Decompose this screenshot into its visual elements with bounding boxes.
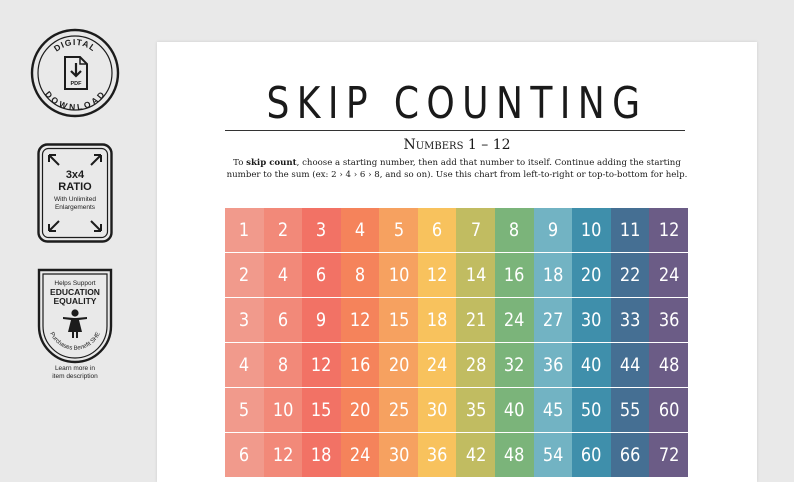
- cell-value: 35: [465, 399, 487, 421]
- cell-value: 48: [658, 354, 679, 376]
- cell-value: 36: [658, 309, 679, 331]
- cell-value: 32: [504, 354, 525, 376]
- cell-value: 4: [277, 264, 288, 286]
- instructions-post: , choose a starting number, then add that number to itself. Continue adding the starting number to the sum (ex: 2 › 4 › 6 › 8, and so on). Use this chart from left-to-right or top-to-bottom for help.: [226, 158, 688, 180]
- grid-row: [225, 343, 688, 387]
- subtitle: Numbers 1 – 12: [403, 137, 511, 153]
- cell-value: 18: [426, 309, 448, 331]
- cell-value: 5: [393, 219, 404, 241]
- grid-row: [225, 298, 688, 342]
- grid-cell: [341, 388, 380, 432]
- grid-cell: [379, 343, 418, 387]
- grid-cell: [225, 298, 264, 342]
- grid-cell: [649, 208, 688, 252]
- grid-row: [225, 253, 688, 297]
- cell-value: 18: [542, 264, 564, 286]
- grid-row: [225, 388, 688, 432]
- grid-cell: [302, 208, 341, 252]
- grid-cell: [495, 343, 534, 387]
- instructions: [217, 157, 697, 181]
- cell-value: 36: [426, 444, 448, 466]
- grid-cell: [572, 298, 611, 342]
- cell-value: 27: [542, 309, 564, 331]
- grid-cell: [456, 208, 495, 252]
- poster: [157, 42, 757, 482]
- grid-cell: [379, 208, 418, 252]
- grid-cell: [649, 433, 688, 477]
- cell-value: 40: [504, 399, 525, 421]
- grid-cell: [534, 208, 573, 252]
- cell-value: 24: [426, 354, 448, 376]
- grid-cell: [341, 298, 380, 342]
- cell-value: 1: [239, 219, 250, 241]
- cell-value: 40: [581, 354, 602, 376]
- digital-label: DIGITAL: [51, 36, 99, 54]
- cell-value: 72: [658, 444, 679, 466]
- grid-cell: [456, 388, 495, 432]
- cell-value: 3: [239, 309, 250, 331]
- cell-value: 8: [354, 264, 366, 286]
- grid-cell: [225, 253, 264, 297]
- cell-value: 12: [272, 444, 294, 466]
- grid-cell: [611, 208, 650, 252]
- education-title-1: EDUCATION: [50, 287, 100, 297]
- helps-support-label: Helps Support: [54, 280, 96, 287]
- cell-value: 7: [470, 219, 481, 241]
- cell-value: 11: [619, 219, 641, 241]
- title-divider: [225, 130, 685, 131]
- cell-value: 24: [349, 444, 371, 466]
- cell-value: 6: [316, 264, 327, 286]
- learn-more-note: Learn more in item description: [52, 365, 98, 380]
- grid-cell: [611, 388, 650, 432]
- grid-cell: [341, 433, 380, 477]
- grid-cell: [456, 343, 495, 387]
- cell-value: 33: [619, 309, 641, 331]
- cell-value: 4: [354, 219, 366, 241]
- education-title-2: EQUALITY: [53, 296, 97, 306]
- cell-value: 66: [619, 444, 641, 466]
- cell-value: 55: [619, 399, 641, 421]
- cell-value: 10: [581, 219, 602, 241]
- grid-cell: [302, 253, 341, 297]
- cell-value: 3: [316, 219, 327, 241]
- grid-cell: [495, 298, 534, 342]
- grid-cell: [379, 253, 418, 297]
- svg-text:Purchases Benefit SHE: [48, 331, 101, 351]
- grid-cell: [495, 208, 534, 252]
- grid-cell: [264, 433, 303, 477]
- grid-cell: [534, 343, 573, 387]
- cell-value: 20: [349, 399, 371, 421]
- grid-cell: [418, 433, 457, 477]
- cell-value: 28: [465, 354, 487, 376]
- shield-icon: [37, 268, 113, 364]
- grid-cell: [534, 433, 573, 477]
- education-badge: [37, 268, 113, 364]
- cell-value: 24: [658, 264, 679, 286]
- grid-cell: [572, 208, 611, 252]
- grid-cell: [611, 343, 650, 387]
- grid-cell: [611, 253, 650, 297]
- cell-value: 60: [581, 444, 602, 466]
- grid-cell: [264, 208, 303, 252]
- cell-value: 12: [426, 264, 448, 286]
- cell-value: 9: [316, 309, 327, 331]
- grid-cell: [302, 388, 341, 432]
- grid-cell: [302, 433, 341, 477]
- cell-value: 15: [388, 309, 409, 331]
- grid-cell: [456, 253, 495, 297]
- cell-value: 2: [239, 264, 250, 286]
- cell-value: 36: [542, 354, 564, 376]
- cell-value: 20: [388, 354, 409, 376]
- benefit-label: Purchases Benefit SHE: [48, 331, 102, 352]
- cell-value: 14: [465, 264, 487, 286]
- grid-cell: [572, 433, 611, 477]
- cell-value: 8: [509, 219, 520, 241]
- girl-figure-icon: [63, 309, 87, 338]
- cell-value: 2: [277, 219, 288, 241]
- cell-value: 22: [619, 264, 641, 286]
- pdf-label: PDF: [70, 81, 82, 87]
- expand-frame-icon: [37, 143, 113, 243]
- cell-value: 15: [311, 399, 332, 421]
- cell-value: 4: [239, 354, 250, 376]
- cell-value: 50: [581, 399, 602, 421]
- grid-cell: [611, 298, 650, 342]
- cell-value: 16: [504, 264, 525, 286]
- grid-cell: [418, 253, 457, 297]
- grid-cell: [572, 388, 611, 432]
- cell-value: 48: [504, 444, 525, 466]
- instructions-bold: skip count: [246, 158, 297, 168]
- digital-download-icon: [30, 28, 120, 118]
- grid-cell: [495, 388, 534, 432]
- cell-value: 44: [619, 354, 641, 376]
- cell-value: 10: [272, 399, 294, 421]
- grid-cell: [418, 343, 457, 387]
- grid-cell: [379, 433, 418, 477]
- grid-cell: [534, 388, 573, 432]
- grid-cell: [495, 253, 534, 297]
- grid-cell: [418, 298, 457, 342]
- grid-cell: [649, 343, 688, 387]
- cell-value: 12: [658, 219, 679, 241]
- skip-counting-grid: [225, 208, 688, 478]
- instructions-pre: To: [233, 158, 247, 168]
- cell-value: 30: [426, 399, 448, 421]
- grid-cell: [341, 343, 380, 387]
- grid-cell: [572, 253, 611, 297]
- grid-cell: [418, 388, 457, 432]
- cell-value: 21: [465, 309, 487, 331]
- grid-row: [225, 208, 688, 252]
- grid-cell: [264, 343, 303, 387]
- grid-cell: [418, 208, 457, 252]
- grid-cell: [225, 343, 264, 387]
- grid-cell: [495, 433, 534, 477]
- grid-cell: [264, 298, 303, 342]
- cell-value: 24: [504, 309, 525, 331]
- download-label: DOWNLOAD: [42, 89, 108, 113]
- ratio-badge: [37, 143, 113, 243]
- grid-cell: [302, 298, 341, 342]
- grid-cell: [649, 388, 688, 432]
- cell-value: 54: [542, 444, 564, 466]
- grid-cell: [649, 298, 688, 342]
- grid-cell: [264, 388, 303, 432]
- page-title: SKIP COUNTING: [266, 78, 648, 129]
- digital-download-badge: [30, 28, 120, 118]
- grid-cell: [225, 208, 264, 252]
- cell-value: 9: [547, 219, 559, 241]
- cell-value: 18: [311, 444, 332, 466]
- cell-value: 30: [388, 444, 409, 466]
- cell-value: 42: [465, 444, 487, 466]
- grid-cell: [572, 343, 611, 387]
- cell-value: 30: [581, 309, 602, 331]
- grid-cell: [456, 298, 495, 342]
- cell-value: 6: [239, 444, 250, 466]
- grid-cell: [225, 433, 264, 477]
- grid-cell: [379, 388, 418, 432]
- grid-cell: [611, 433, 650, 477]
- grid-cell: [379, 298, 418, 342]
- ratio-subtitle: With Unlimited Enlargements: [54, 196, 96, 211]
- grid-cell: [341, 253, 380, 297]
- cell-value: 5: [239, 399, 250, 421]
- grid-cell: [264, 253, 303, 297]
- grid-row: [225, 433, 688, 477]
- cell-value: 45: [542, 399, 564, 421]
- grid-cell: [534, 298, 573, 342]
- cell-value: 20: [581, 264, 602, 286]
- grid-cell: [649, 253, 688, 297]
- cell-value: 12: [349, 309, 371, 331]
- grid-cell: [341, 208, 380, 252]
- cell-value: 60: [658, 399, 679, 421]
- cell-value: 6: [277, 309, 288, 331]
- grid-cell: [456, 433, 495, 477]
- grid-cell: [534, 253, 573, 297]
- grid-cell: [302, 343, 341, 387]
- cell-value: 10: [388, 264, 409, 286]
- cell-value: 16: [349, 354, 371, 376]
- ratio-title: 3x4 RATIO: [58, 169, 92, 193]
- cell-value: 25: [388, 399, 409, 421]
- grid-cell: [225, 388, 264, 432]
- cell-value: 12: [311, 354, 332, 376]
- cell-value: 8: [277, 354, 288, 376]
- cell-value: 6: [432, 219, 443, 241]
